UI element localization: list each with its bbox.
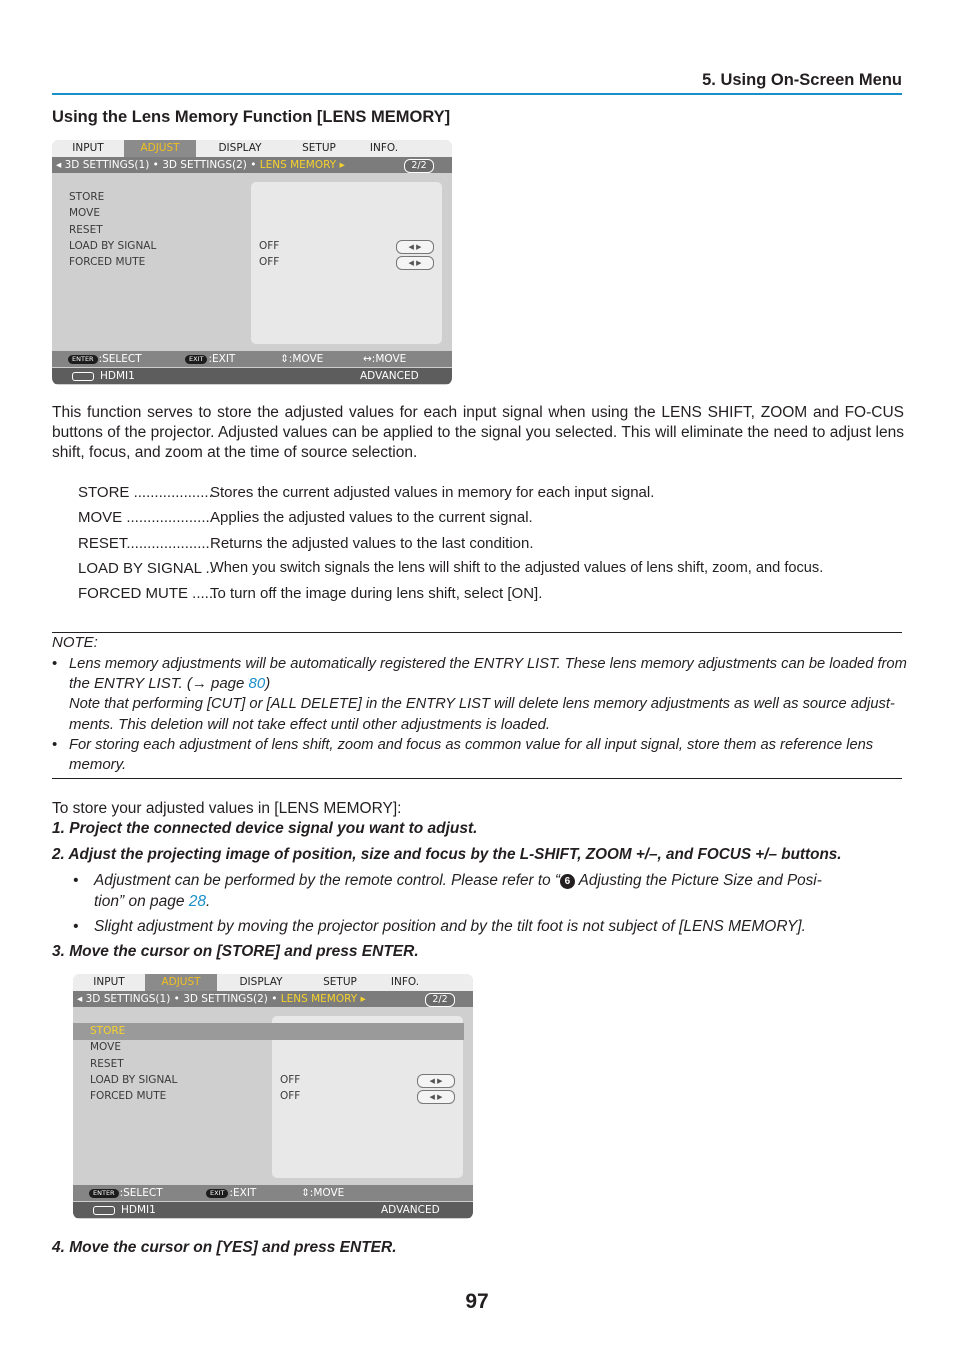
osd-status-bar <box>73 1202 473 1218</box>
osd-tab-setup[interactable]: SETUP <box>323 976 357 988</box>
crumb-left-arrow-icon: ◂ <box>77 993 83 1005</box>
note-label: NOTE: <box>52 634 98 651</box>
footer-select: :SELECT <box>98 353 142 365</box>
footer-move-updown: ⇕:MOVE <box>301 1187 345 1199</box>
osd-value-forced-mute: OFF <box>259 256 280 268</box>
enter-key-icon: ENTER <box>68 355 98 364</box>
osd-left-right-arrows-icon[interactable]: ◀ ▶ <box>417 1090 455 1104</box>
osd-footer <box>73 1185 473 1201</box>
note-item2-line2: memory. <box>69 756 127 773</box>
note-body <box>52 654 907 779</box>
note-text: ) <box>265 675 271 692</box>
step2-bullet-2: Slight adjustment by moving the projector position and by the tilt foot is not subject of [LENS MEMORY]. <box>94 918 806 935</box>
hdmi-connector-icon <box>93 1206 115 1215</box>
bullet-text: Adjusting the Picture Size and Posi- <box>574 872 822 889</box>
osd-page-indicator: 2/2 <box>425 993 455 1007</box>
osd-tab-adjust[interactable]: ADJUST <box>145 974 217 991</box>
note-item1-line4: ments. This deletion will not take effect until other adjustments is loaded. <box>69 716 551 733</box>
osd-value-load-by-signal: OFF <box>259 240 280 252</box>
osd-menu-lens-memory-store-selected <box>73 974 473 1219</box>
hdmi-connector-icon <box>72 372 94 381</box>
osd-page-indicator: 2/2 <box>404 159 434 173</box>
step2-bullet-1-marker: • <box>73 872 79 889</box>
osd-value-load-by-signal: OFF <box>280 1074 301 1086</box>
osd-footer <box>52 351 452 367</box>
footer-move-updown: ⇕:MOVE <box>280 353 324 365</box>
osd-tab-input[interactable]: INPUT <box>93 976 125 988</box>
chapter-heading: 5. Using On-Screen Menu <box>702 71 902 89</box>
osd-item-move[interactable]: MOVE <box>69 207 100 219</box>
footer-move-leftright: ↔:MOVE <box>363 353 407 365</box>
definition-term: RESET.................... <box>78 535 210 552</box>
osd-tab-bar <box>52 140 452 157</box>
crumb-separator: • <box>152 159 159 171</box>
osd-tab-display[interactable]: DISPLAY <box>239 976 283 988</box>
status-mode: ADVANCED <box>360 370 419 382</box>
osd-item-reset[interactable]: RESET <box>69 224 103 236</box>
osd-status-bar <box>52 368 452 384</box>
crumb-3d-settings-1: 3D SETTINGS(1) <box>64 159 150 171</box>
note-top-rule <box>52 632 902 633</box>
osd-tab-info[interactable]: INFO. <box>369 142 399 154</box>
definition-term: MOVE .................... <box>78 509 210 526</box>
definition-desc: To turn off the image during lens shift, select [ON]. <box>210 585 543 602</box>
exit-key-icon: EXIT <box>185 355 207 364</box>
osd-item-forced-mute[interactable]: FORCED MUTE <box>69 256 146 268</box>
enter-key-icon: ENTER <box>89 1189 119 1198</box>
osd-item-store[interactable]: STORE <box>90 1025 126 1037</box>
page-80-link[interactable]: 80 <box>248 675 266 692</box>
osd-tab-setup[interactable]: SETUP <box>302 142 336 154</box>
crumb-3d-settings-1: 3D SETTINGS(1) <box>85 993 171 1005</box>
page-number: 97 <box>465 1290 489 1313</box>
footer-exit: :EXIT <box>208 353 236 365</box>
crumb-separator: • <box>173 993 180 1005</box>
bullet-text: tion” on page <box>94 893 189 910</box>
section-title: Using the Lens Memory Function [LENS MEMORY] <box>52 108 451 126</box>
exit-key-icon: EXIT <box>206 1189 228 1198</box>
bullet-text: Adjustment can be performed by the remote control. Please refer to “ <box>94 872 560 889</box>
page-28-link[interactable]: 28 <box>188 893 207 910</box>
status-mode: ADVANCED <box>381 1204 440 1216</box>
procedure-intro: To store your adjusted values in [LENS MEMORY]: <box>52 800 402 817</box>
chapter-rule <box>52 93 902 95</box>
osd-tab-bar <box>73 974 473 991</box>
definition-term: FORCED MUTE ...... <box>78 585 218 602</box>
crumb-3d-settings-2: 3D SETTINGS(2) <box>162 159 247 171</box>
osd-item-load-by-signal[interactable]: LOAD BY SIGNAL <box>90 1074 178 1086</box>
osd-tab-display[interactable]: DISPLAY <box>218 142 262 154</box>
note-item1-line1: Lens memory adjustments will be automatically registered the ENTRY LIST. These lens memory adjustments can be loaded from <box>69 656 907 672</box>
step-3: 3. Move the cursor on [STORE] and press ENTER. <box>52 943 419 960</box>
osd-item-store[interactable]: STORE <box>69 191 105 203</box>
step-1: 1. Project the connected device signal you want to adjust. <box>52 820 478 837</box>
osd-tab-adjust[interactable]: ADJUST <box>124 140 196 157</box>
osd-tab-input[interactable]: INPUT <box>72 142 104 154</box>
intro-paragraph: This function serves to store the adjusted values for each input signal when using the LENS SHIFT, ZOOM and FO-CUS buttons of the projector. Adjusted values can be applied to the signal you selected. This will eliminate the need to adjust lens shift, focus, and zoom at the time of source selection. <box>52 404 904 461</box>
definition-term: STORE ................... <box>78 484 213 501</box>
bullet-text: . <box>206 893 211 910</box>
step-4: 4. Move the cursor on [YES] and press ENTER. <box>52 1239 397 1256</box>
osd-left-right-arrows-icon[interactable]: ◀ ▶ <box>396 256 434 270</box>
osd-breadcrumb <box>73 991 473 1007</box>
step2-bullet-1-line2 <box>94 891 210 912</box>
definition-desc: Applies the adjusted values to the current signal. <box>210 509 533 526</box>
crumb-right-arrow-icon: ▸ <box>360 993 366 1005</box>
osd-selection-highlight <box>73 1023 464 1040</box>
step2-bullet-2-marker: • <box>73 918 79 935</box>
note-item2-line1: For storing each adjustment of lens shift, zoom and focus as common value for all input signal, store them as reference lens <box>69 737 874 753</box>
osd-breadcrumb <box>52 157 452 173</box>
crumb-right-arrow-icon: ▸ <box>339 159 345 171</box>
osd-item-move[interactable]: MOVE <box>90 1041 121 1053</box>
note-item1-line3: Note that performing [CUT] or [ALL DELETE] in the ENTRY LIST will delete lens memory adjustments as well as source adjust- <box>69 696 895 712</box>
crumb-separator: • <box>271 993 278 1005</box>
step-2: 2. Adjust the projecting image of position, size and focus by the L-SHIFT, ZOOM +/–, and FOCUS +/– buttons. <box>52 846 842 863</box>
crumb-left-arrow-icon: ◂ <box>56 159 62 171</box>
crumb-lens-memory: LENS MEMORY <box>259 159 337 171</box>
note-item1-line2 <box>69 674 270 694</box>
note-bullet: • <box>52 736 58 753</box>
status-source: HDMI1 <box>121 1204 156 1216</box>
osd-left-right-arrows-icon[interactable]: ◀ ▶ <box>396 240 434 254</box>
definition-desc: Returns the adjusted values to the last condition. <box>210 535 534 552</box>
osd-left-right-arrows-icon[interactable]: ◀ ▶ <box>417 1074 455 1088</box>
osd-item-forced-mute[interactable]: FORCED MUTE <box>90 1090 167 1102</box>
footer-exit: :EXIT <box>229 1187 257 1199</box>
osd-tab-info[interactable]: INFO. <box>390 976 420 988</box>
definition-term: LOAD BY SIGNAL .. <box>78 560 214 577</box>
note-text: the ENTRY LIST. (→ page <box>69 675 249 692</box>
section-6-icon: 6 <box>560 874 575 889</box>
note-bullet: • <box>52 655 58 672</box>
step2-bullet-1 <box>94 870 822 891</box>
osd-value-forced-mute: OFF <box>280 1090 301 1102</box>
status-source: HDMI1 <box>100 370 135 382</box>
osd-item-reset[interactable]: RESET <box>90 1058 124 1070</box>
footer-select: :SELECT <box>119 1187 163 1199</box>
definition-desc: Stores the current adjusted values in memory for each input signal. <box>210 484 655 501</box>
crumb-lens-memory: LENS MEMORY <box>280 993 358 1005</box>
crumb-3d-settings-2: 3D SETTINGS(2) <box>183 993 268 1005</box>
note-bottom-rule <box>52 778 902 779</box>
crumb-separator: • <box>250 159 257 171</box>
osd-menu-lens-memory <box>52 140 452 385</box>
osd-item-load-by-signal[interactable]: LOAD BY SIGNAL <box>69 240 157 252</box>
definition-desc: When you switch signals the lens will shift to the adjusted values of lens shift, zoom, and focus. <box>210 560 824 576</box>
